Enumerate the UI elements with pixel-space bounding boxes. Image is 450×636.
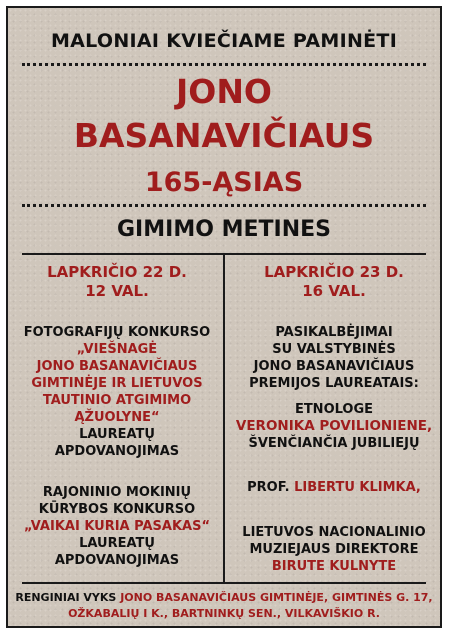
day1-time: 12 VAL. xyxy=(85,282,149,300)
ethnologist-role: ETNOLOGE xyxy=(294,402,374,417)
dotted-divider-top xyxy=(22,63,426,66)
professor-title: PROF. xyxy=(247,480,290,495)
day1-date: LAPKRIČIO 22 D. xyxy=(47,263,187,281)
day2-time: 16 VAL. xyxy=(302,282,366,300)
day2-column xyxy=(228,263,440,301)
honoree-first-name: JONO xyxy=(175,72,272,111)
conversations-block xyxy=(228,324,440,392)
fairy-tale-contest-block xyxy=(14,484,220,569)
fairy-tale-contest-awards: APDOVANOJIMAS xyxy=(54,553,180,568)
ethnologist-block xyxy=(228,401,440,452)
photo-contest-title-line: JONO BASANAVIČIAUS xyxy=(36,359,198,374)
conversations-line: PREMIJOS LAUREATAIS: xyxy=(249,376,419,391)
photo-contest-block xyxy=(14,324,220,460)
conversations-line: SU VALSTYBINĖS xyxy=(272,342,396,357)
occasion-title: GIMIMO METINES xyxy=(117,217,331,242)
fairy-tale-contest-intro: RAJONINIO MOKINIŲ xyxy=(42,485,192,500)
venue-footer xyxy=(14,590,434,622)
museum-line: LIETUVOS NACIONALINIO xyxy=(242,525,426,540)
conversations-line: PASIKALBĖJIMAI xyxy=(275,325,393,340)
photo-contest-title-line: GIMTINĖJE IR LIETUVOS xyxy=(31,376,203,391)
ethnologist-name: VERONIKA POVILIONIENE, xyxy=(235,418,433,434)
fairy-tale-contest-intro: KŪRYBOS KONKURSO xyxy=(38,502,196,517)
photo-contest-title-line: ĄŽUOLYNE“ xyxy=(74,410,160,425)
ethnologist-note: ŠVENČIANČIA JUBILIEJŲ xyxy=(248,436,420,451)
column-divider xyxy=(223,255,225,582)
venue-address-line2: OŽKABALIŲ I K., BARTNINKŲ SEN., VILKAVIŠKIO R. xyxy=(68,607,380,620)
invitation-intro: MALONIAI KVIEČIAME PAMINĖTI xyxy=(50,30,398,52)
anniversary-number: 165-ĄSIAS xyxy=(144,167,304,198)
day2-date: LAPKRIČIO 23 D. xyxy=(264,263,404,281)
day1-column xyxy=(14,263,220,301)
museum-director-name: BIRUTE KULNYTE xyxy=(271,559,397,574)
schedule-bottom-rule xyxy=(22,582,426,584)
venue-prefix: RENGINIAI VYKS xyxy=(15,591,117,604)
professor-name: LIBERTU KLIMKA, xyxy=(294,480,421,495)
professor-block xyxy=(228,479,440,496)
venue-address: JONO BASANAVIČIAUS GIMTINĖJE, GIMTINĖS G. 17, xyxy=(120,591,433,604)
museum-director-block xyxy=(228,524,440,575)
conversations-line: JONO BASANAVIČIAUS xyxy=(253,359,415,374)
photo-contest-awards: APDOVANOJIMAS xyxy=(54,444,180,459)
event-poster xyxy=(6,6,442,628)
photo-contest-intro: FOTOGRAFIJŲ KONKURSO xyxy=(23,325,211,340)
museum-line: MUZIEJAUS DIREKTORE xyxy=(249,542,419,557)
photo-contest-title-line: „VIEŠNAGĖ xyxy=(76,342,158,357)
fairy-tale-contest-title: „VAIKAI KURIA PASAKAS“ xyxy=(23,519,211,534)
fairy-tale-contest-laureates: LAUREATŲ xyxy=(79,536,155,551)
dotted-divider-bottom xyxy=(22,204,426,207)
honoree-last-name: BASANAVIČIAUS xyxy=(73,116,375,155)
photo-contest-laureates: LAUREATŲ xyxy=(79,427,155,442)
photo-contest-title-line: TAUTINIO ATGIMIMO xyxy=(42,393,192,408)
